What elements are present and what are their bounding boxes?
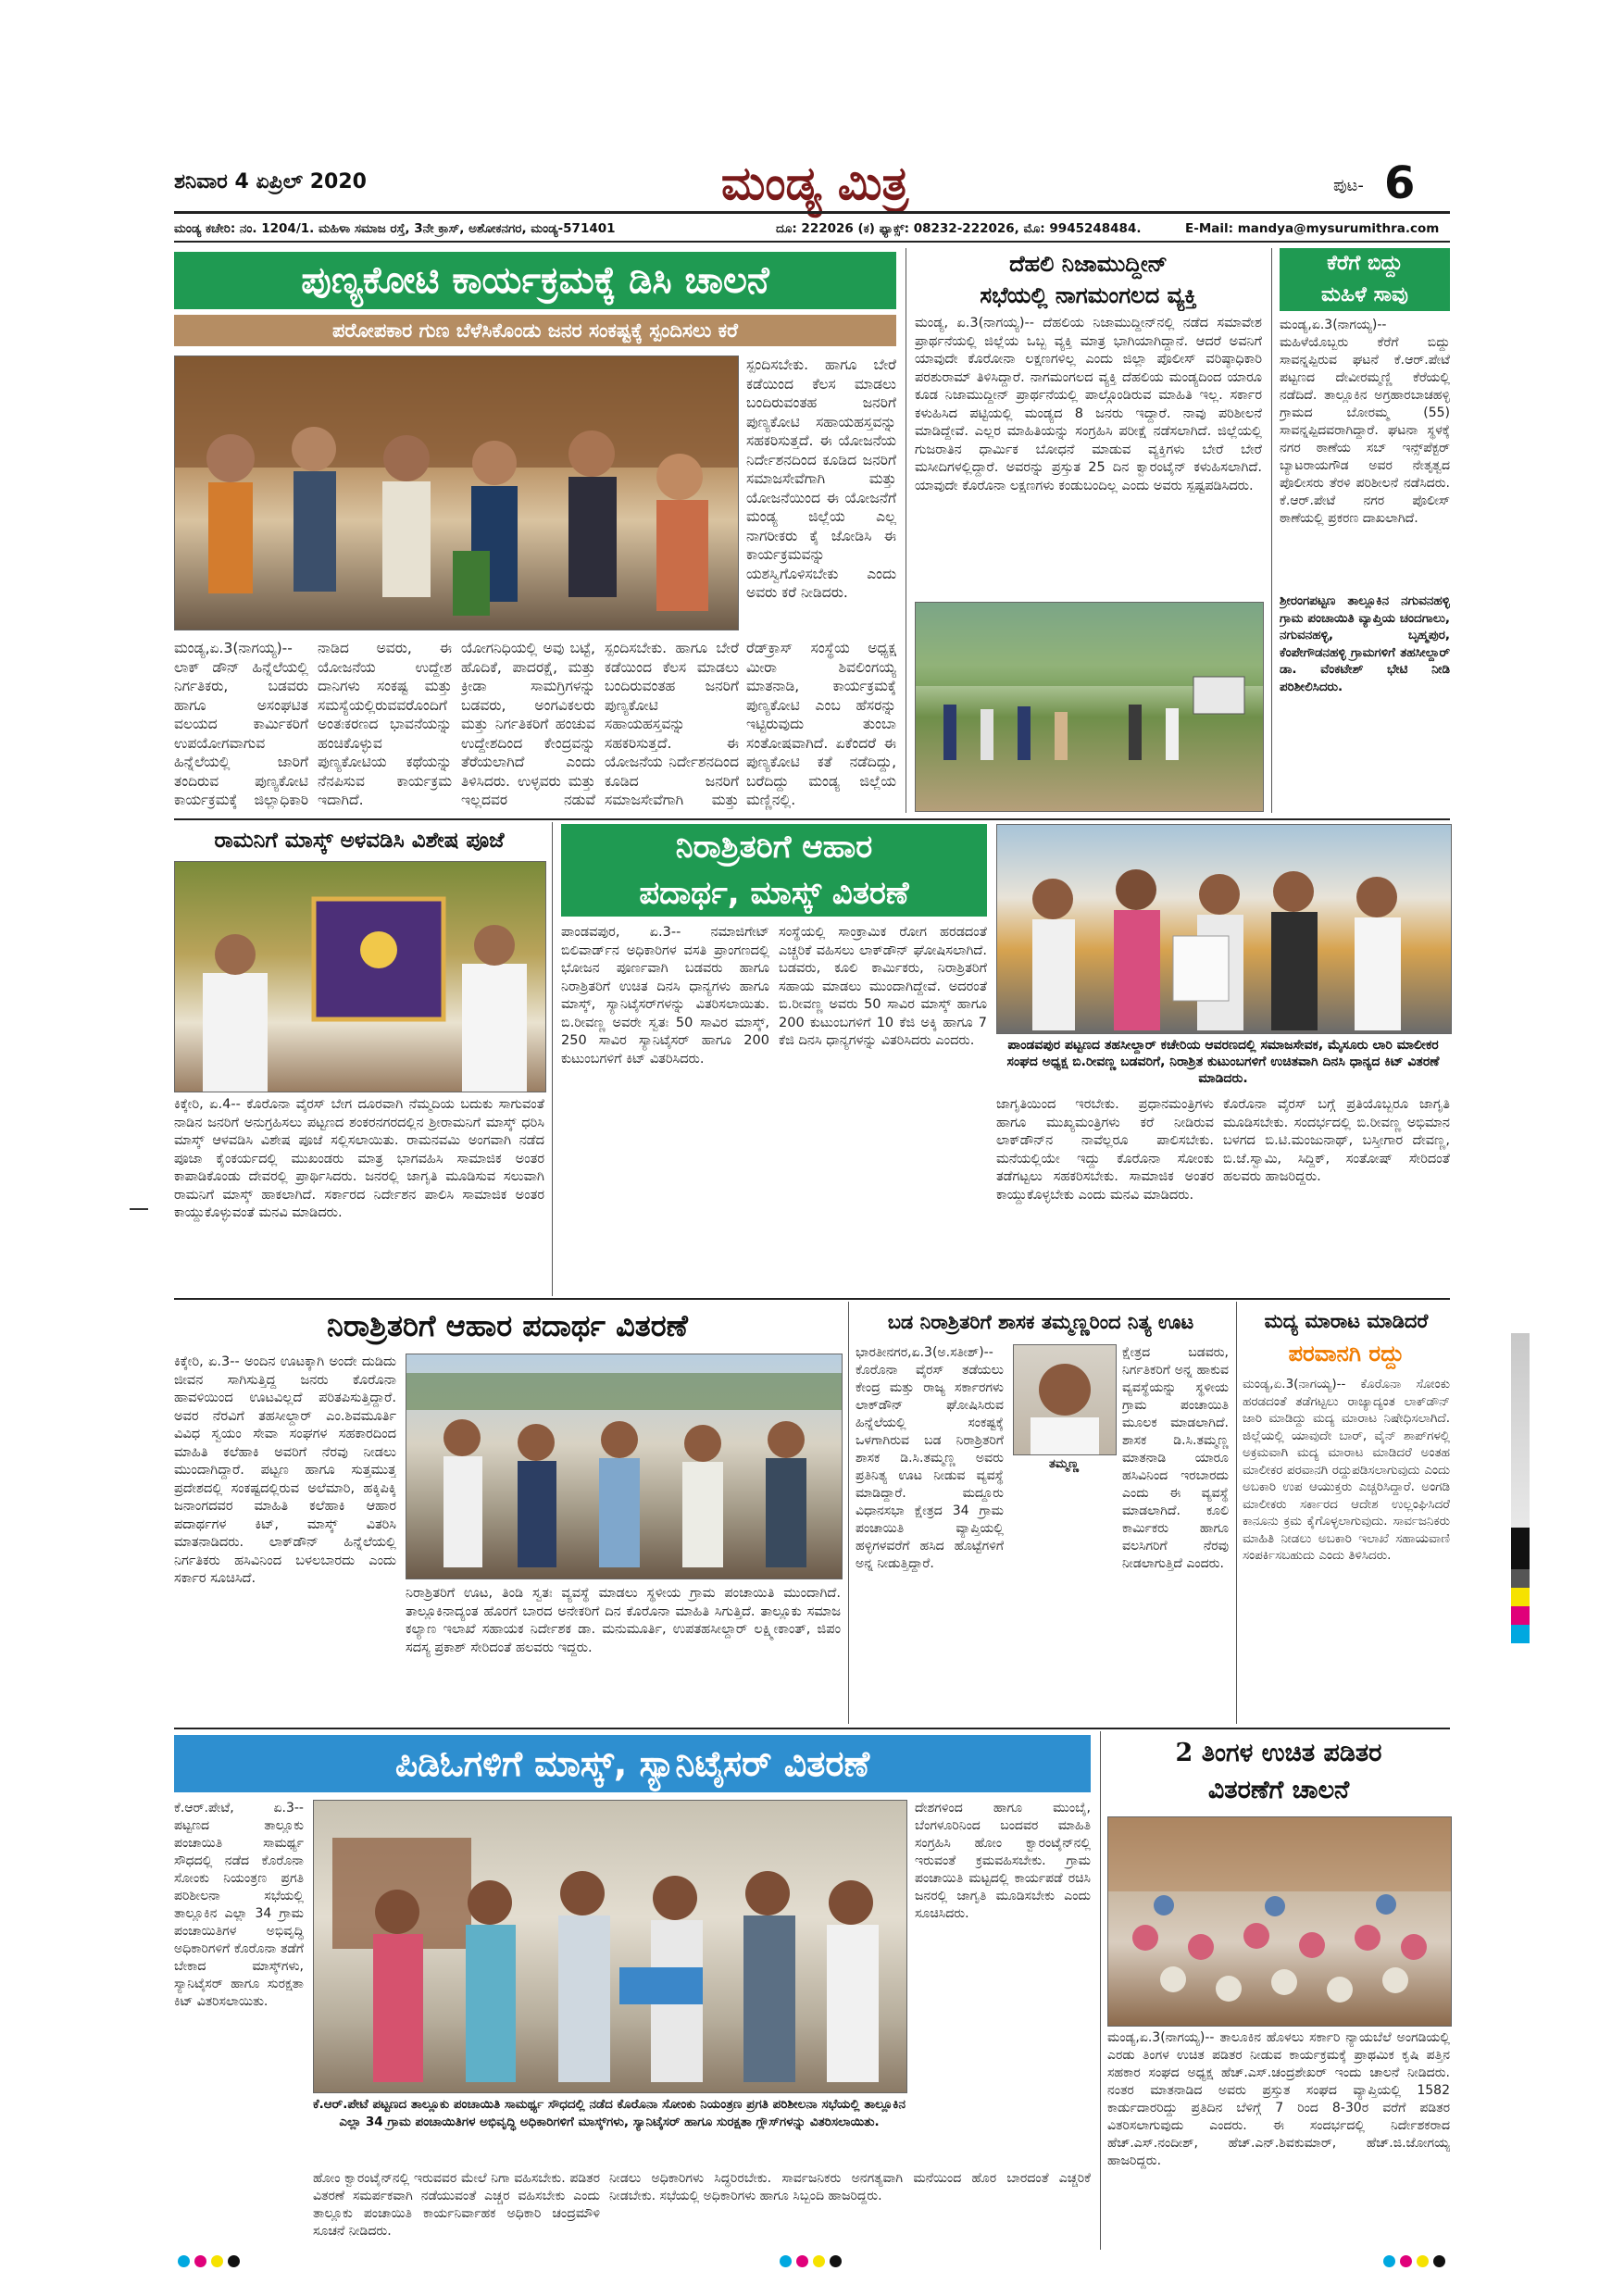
story4-body: ಕಿಕ್ಕೇರಿ, ಏ.4-- ಕೊರೊನಾ ವೈರಸ್ ಬೇಗ ದೂರವಾಗಿ ನೆಮ್ಮದಿಯ ಬದುಕು ಸಾಗುವಂತೆ ನಾಡಿನ ಜನರಿಗೆ ಅನುಗ್ರಹಿಸಲು ಪಟ್ಟಣದ ಶಂಕರನಗರದಲ್ಲಿನ ಶ್ರೀರಾಮನಿಗೆ ಮಾಸ್ಕ್ ಧರಿಸಿ ಮಾಸ್ಕ್ ಆಳವಡಿಸಿ ವಿಶೇಷ ಪೂಜೆ ಸಲ್ಲಿಸಲಾಯಿತು. ರಾಮನವಮಿ ಅಂಗವಾಗಿ ನಡೆದ ಪೂಜಾ ಕೈಂಕರ್ಯದಲ್ಲಿ ಮುಖಂಡರು ಮಾತ್ರ ಭಾಗವಹಿಸಿ ಸಾಮಾಜಿಕ ಅಂತರ ಕಾಪಾಡಿಕೊಂಡು ದೇವರಲ್ಲಿ ಪ್ರಾರ್ಥಿಸಿದರು. ಜನರಲ್ಲಿ ಜಾಗೃತಿ ಮೂಡಿಸುವ ಸಲುವಾಗಿ ರಾಮನಿಗೆ ಮಾಸ್ಕ್ ಹಾಕಲಾಗಿದೆ. ಸರ್ಕಾರದ ನಿರ್ದೇಶನ ಪಾಲಿಸಿ ಸಾಮಾಜಿಕ ಅಂತರ ಕಾಯ್ದುಕೊಳ್ಳುವಂತೆ ಮನವಿ ಮಾಡಿದರು. [174, 1097, 544, 1220]
story9-caption: ಕೆ.ಆರ್.ಪೇಟೆ ಪಟ್ಟಣದ ತಾಲ್ಲೂಕು ಪಂಚಾಯಿತಿ ಸಾಮರ್ಥ್ಯ ಸೌಧದಲ್ಲಿ ನಡೆದ ಕೊರೊನಾ ಸೋಂಕು ನಿಯಂತ್ರಣ ಪ್ರಗತಿ ಪರಿಶೀಲನಾ ಸಭೆಯಲ್ಲಿ ತಾಲ್ಲೂಕಿನ ಎಲ್ಲಾ 34 ಗ್ರಾಮ ಪಂಚಾಯಿತಿಗಳ ಅಭಿವೃದ್ಧಿ ಅಧಿಕಾರಿಗಳಿಗೆ ಮಾಸ್ಕ್‌ಗಳು, ಸ್ಯಾನಿಟೈಸರ್ ಹಾಗೂ ಸುರಕ್ಷತಾ ಗ್ಲೌಸ್‌ಗಳನ್ನು ವಿತರಿಸಲಾಯಿತು. [313, 2097, 906, 2129]
registration-dot-black-mid [830, 2255, 842, 2267]
story4-headline: ರಾಮನಿಗೆ ಮಾಸ್ಕ್ ಅಳವಡಿಸಿ ವಿಶೇಷ ಪೂಜೆ [214, 829, 505, 853]
story3-headline-line2: ಮಹಿಳೆ ಸಾವು [1280, 280, 1450, 311]
margin-tick [130, 1208, 148, 1210]
divider-story5 [552, 822, 553, 1296]
story5-col-b: ಸಂಸ್ಥೆಯಲ್ಲಿ ಸಾಂಕ್ರಾಮಿಕ ರೋಗ ಹರಡದಂತೆ ಎಚ್ಚರಿಕೆ ವಹಿಸಲು ಲಾಕ್‌ಡೌನ್ ಘೋಷಿಸಲಾಗಿದೆ. ಬಡವರು, ಕೂಲಿ ಕಾರ್ಮಿಕರು, ನಿರಾಶ್ರಿತರಿಗೆ ಸಹಾಯ ಮಾಡಲು ಮುಂದಾಗಿದ್ದೇವೆ. ಅದರಂತೆ ಬಿ.ರೀವಣ್ಣ ಅವರು 50 ಸಾವಿರ ಮಾಸ್ಕ್ ಹಾಗೂ 200 ಕುಟುಂಬಗಳಿಗೆ 10 ಕೆಜಿ ಅಕ್ಕಿ ಹಾಗೂ 7 ಕೆಜಿ ದಿನಸಿ ಧಾನ್ಯಗಳನ್ನು ವಿತರಿಸಿದರು ಎಂದರು. [779, 925, 987, 1048]
story3-body: ಮಂಡ್ಯ,ಏ.3(ನಾಗಯ್ಯ)-- ಮಹಿಳೆಯೊಬ್ಬರು ಕೆರೆಗೆ ಬಿದ್ದು ಸಾವನ್ನಪ್ಪಿರುವ ಘಟನೆ ಕೆ.ಆರ್.ಪೇಟೆ ಪಟ್ಟಣದ ದೇವೀರಮ್ಮಣ್ಣಿ ಕೆರೆಯಲ್ಲಿ ನಡೆದಿದೆ. ತಾಲ್ಲೂಕಿನ ಅಗ್ರಹಾರಬಾಚಹಳ್ಳಿ ಗ್ರಾಮದ ಬೋರಮ್ಮ (55) ಸಾವನ್ನಪ್ಪಿದವರಾಗಿದ್ದಾರೆ. ಘಟನಾ ಸ್ಥಳಕ್ಕೆ ನಗರ ಠಾಣೆಯ ಸಬ್ ಇನ್ಸ್‌ಪೆಕ್ಟರ್ ಬ್ಯಾಟರಾಯಗೌಡ ಅವರ ನೇತೃತ್ವದ ಪೊಲೀಸರು ತೆರಳಿ ಪರಿಶೀಲನೆ ನಡೆಸಿದರು. ಕೆ.ಆರ್.ಪೇಟೆ ನಗರ ಪೊಲೀಸ್ ಠಾಣೆಯಲ್ಲಿ ಪ್ರಕರಣ ದಾಖಲಾಗಿದೆ. [1280, 318, 1450, 526]
story10-photo [1107, 1816, 1452, 2027]
row-divider-3 [174, 1728, 1450, 1729]
registration-strip-yellow [1511, 1588, 1530, 1606]
story6-body: ಕಿಕ್ಕೇರಿ, ಏ.3-- ಅಂದಿನ ಊಟಕ್ಕಾಗಿ ಅಂದೇ ದುಡಿದು ಜೀವನ ಸಾಗಿಸುತ್ತಿದ್ದ ಜನರು ಕೊರೊನಾ ಹಾವಳಿಯಿಂದ ಊಟವಿಲ್ಲದೆ ಪರಿತಪಿಸುತ್ತಿದ್ದಾರೆ. ಅವರ ನೆರವಿಗೆ ತಹಸೀಲ್ದಾರ್ ಎಂ.ಶಿವಮೂರ್ತಿ ವಿವಿಧ ಸ್ವಯಂ ಸೇವಾ ಸಂಘಗಳ ಸಹಕಾರದಿಂದ ಮಾಹಿತಿ ಕಲೆಹಾಕಿ ಅವರಿಗೆ ನೆರವು ನೀಡಲು ಮುಂದಾಗಿದ್ದಾರೆ. ಪಟ್ಟಣ ಹಾಗೂ ಸುತ್ತಮುತ್ತ ಪ್ರದೇಶದಲ್ಲಿ ಸಂಕಷ್ಟದಲ್ಲಿರುವ ಅಲೆಮಾರಿ, ಹಕ್ಕಿಪಿಕ್ಕಿ ಜನಾಂಗದವರ ಮಾಹಿತಿ ಕಲೆಹಾಕಿ ಆಹಾರ ಪದಾರ್ಥಗಳ ಕಿಟ್, ಮಾಸ್ಕ್ ವಿತರಿಸಿ ಮಾತನಾಡಿದರು. ಲಾಕ್‌ಡೌನ್ ಹಿನ್ನೆಲೆಯಲ್ಲಿ ನಿರ್ಗತಿಕರು ಹಸಿವಿನಿಂದ ಬಳಲಬಾರದು ಎಂದು ಸರ್ಕಾರ ಸೂಚಿಸಿದೆ. [174, 1354, 396, 1586]
story9-photo [313, 1800, 907, 2093]
story6-photo [406, 1354, 843, 1579]
story8-headline-line1: ಮದ್ಯ ಮಾರಾಟ ಮಾಡಿದರೆ [1264, 1310, 1429, 1332]
story9-headline: ಪಿಡಿಓಗಳಿಗೆ ಮಾಸ್ಕ್, ಸ್ಯಾನಿಟೈಸರ್ ವಿತರಣೆ [174, 1735, 1091, 1792]
divider-story7 [848, 1302, 849, 1724]
story10-photo-art [1108, 1817, 1451, 2026]
registration-dot-magenta-left [194, 2255, 206, 2267]
registration-dot-black-right [1433, 2255, 1445, 2267]
story5-headline-line2: ಪದಾರ್ಥ, ಮಾಸ್ಕ್ ವಿತರಣೆ [561, 870, 987, 917]
registration-strip-gray [1511, 1333, 1530, 1528]
story7-headline: ಬಡ ನಿರಾಶ್ರಿತರಿಗೆ ಶಾಸಕ ತಮ್ಮಣ್ಣರಿಂದ ನಿತ್ಯ ಊಟ [887, 1311, 1194, 1333]
story7-col-a: ಭಾರತೀನಗರ,ಏ.3(ಅ.ಸತೀಶ್)-- ಕೊರೊನಾ ವೈರಸ್ ತಡೆಯಲು ಕೇಂದ್ರ ಮತ್ತು ರಾಜ್ಯ ಸರ್ಕಾರಗಳು ಲಾಕ್‌ಡೌನ್ ಘೋಷಿಸಿರುವ ಹಿನ್ನೆಲೆಯಲ್ಲಿ ಸಂಕಷ್ಟಕ್ಕೆ ಒಳಗಾಗಿರುವ ಬಡ ನಿರಾಶ್ರಿತರಿಗೆ ಶಾಸಕ ಡಿ.ಸಿ.ತಮ್ಮಣ್ಣ ಅವರು ಪ್ರತಿನಿತ್ಯ ಊಟ ನೀಡುವ ವ್ಯವಸ್ಥೆ ಮಾಡಿದ್ದಾರೆ. ಮದ್ದೂರು ವಿಧಾನಸಭಾ ಕ್ಷೇತ್ರದ 34 ಗ್ರಾಮ ಪಂಚಾಯಿತಿ ವ್ಯಾಪ್ತಿಯಲ್ಲಿ ಹಳ್ಳಿಗಳವರೆಗೆ ಹಸಿದ ಹೊಟ್ಟೆಗಳಿಗೆ ಅನ್ನ ನೀಡುತ್ತಿದ್ದಾರೆ. [856, 1345, 1004, 1571]
story1-col-c: ಮಂಡ್ಯ,ಏ.3(ನಾಗಯ್ಯ)--ಲಾಕ್ ಡೌನ್ ಹಿನ್ನೆಲೆಯಲ್ಲಿ ನಿರ್ಗತಿಕರು, ಬಡವರು ಹಾಗೂ ಅಸಂಘಟಿತ ವಲಯದ ಕಾರ್ಮಿಕರಿಗೆ ಉಪಯೋಗವಾಗುವ ಹಿನ್ನೆಲೆಯಲ್ಲಿ ಜಾರಿಗೆ ತಂದಿರುವ ಪುಣ್ಯಕೋಟಿ ಕಾರ್ಯಕ್ರಮಕ್ಕೆ ಜಿಲ್ಲಾಧಿಕಾರಿ [174, 640, 308, 808]
row-divider-2 [174, 1298, 1450, 1300]
story2-photo-art [916, 603, 1263, 811]
story6-photo-art [406, 1354, 842, 1578]
story10-headline-line1: 2 ತಿಂಗಳ ಉಚಿತ ಪಡಿತರ [1175, 1739, 1382, 1767]
story5-photo [996, 824, 1452, 1034]
story2-body: ಮಂಡ್ಯ, ಏ.3(ನಾಗಯ್ಯ)-- ದೆಹಲಿಯ ನಿಜಾಮುದ್ದೀನ್‌ನಲ್ಲಿ ನಡೆದ ಸಮಾವೇಶ ಪ್ರಾರ್ಥನೆಯಲ್ಲಿ ಜಿಲ್ಲೆಯ ಒಬ್ಬ ವ್ಯಕ್ತಿ ಮಾತ್ರ ಭಾಗಿಯಾಗಿದ್ದಾನೆ. ಆದರೆ ಅವನಿಗೆ ಯಾವುದೇ ಕೊರೋನಾ ಲಕ್ಷಣಗಳಿಲ್ಲ ಎಂದು ಜಿಲ್ಲಾ ಪೊಲೀಸ್ ವರಿಷ್ಠಾಧಿಕಾರಿ ಪರಶುರಾಮ್ ತಿಳಿಸಿದ್ದಾರೆ. ನಾಗಮಂಗಲದ ವ್ಯಕ್ತಿ ದೆಹಲಿಯ ಮಂಡ್ಯದಿಂದ ಯಾರೂ ಕೂಡ ನಿಜಾಮುದ್ದೀನ್ ಪ್ರಾರ್ಥನೆಯಲ್ಲಿ ಪಾಲ್ಗೊಂಡಿರುವ ಮಾಹಿತಿ ಇಲ್ಲ. ಸರ್ಕಾರ ಕಳುಹಿಸಿದ ಪಟ್ಟಿಯಲ್ಲಿ ಮಂಡ್ಯದ 8 ಜನರು ಇದ್ದಾರೆ. ನಾವು ಪರಿಶೀಲನೆ ಮಾಡಿದ್ದೇವೆ. ಎಲ್ಲರ ಮಾಹಿತಿಯನ್ನು ಸಂಗ್ರಹಿಸಿ ಪರೀಕ್ಷೆ ನಡೆಸಲಾಗಿದೆ. ಜಿಲ್ಲೆಯಲ್ಲಿ ಗುಜರಾತಿನ ಧಾರ್ಮಿಕ ಬೋಧನೆ ಮಾಡುವ ವ್ಯಕ್ತಿಗಳು ಬೇರೆ ಬೇರೆ ಮಸೀದಿಗಳಲ್ಲಿದ್ದಾರೆ. ಅವರನ್ನು ಪ್ರಸ್ತುತ 25 ದಿನ ಕ್ವಾರಂಟೈನ್ ಕಳುಹಿಸಲಾಗಿದೆ. ಯಾವುದೇ ಕೊರೊನಾ ಲಕ್ಷಣಗಳು ಕಂಡುಬಂದಿಲ್ಲ ಎಂದು ಅವರು ಸ್ಪಷ್ಟಪಡಿಸಿದರು. [915, 316, 1262, 493]
masthead-contact: ಮಂಡ್ಯ ಕಚೇರಿ: ನಂ. 1204/1. ಮಹಿಳಾ ಸಮಾಜ ರಸ್ತೆ, 3ನೇ ಕ್ರಾಸ್, ಅಶೋಕನಗರ, ಮಂಡ್ಯ-571401 [174, 221, 616, 236]
registration-dot-yellow-mid [813, 2255, 825, 2267]
story6-headline: ನಿರಾಶ್ರಿತರಿಗೆ ಆಹಾರ ಪದಾರ್ಥ ವಿತರಣೆ [327, 1308, 688, 1343]
story9-col-b: ದೇಶಗಳಿಂದ ಹಾಗೂ ಮುಂಬೈ, ಬೆಂಗಳೂರಿನಿಂದ ಬಂದವರ ಮಾಹಿತಿ ಸಂಗ್ರಹಿಸಿ ಹೋಂ ಕ್ವಾರಂಟೈನ್‌ನಲ್ಲಿ ಇರುವಂತೆ ಕ್ರಮವಹಿಸಬೇಕು. ಗ್ರಾಮ ಪಂಚಾಯಿತಿ ಮಟ್ಟದಲ್ಲಿ ಕಾರ್ಯಪಡೆ ರಚಿಸಿ ಜನರಲ್ಲಿ ಜಾಗೃತಿ ಮೂಡಿಸಬೇಕು ಎಂದು ಸೂಚಿಸಿದರು. [915, 1801, 1091, 1921]
masthead-rule-top [174, 211, 1450, 214]
story10-body: ಮಂಡ್ಯ,ಏ.3(ನಾಗಯ್ಯ)-- ತಾಲೂಕಿನ ಹೊಳಲು ಸರ್ಕಾರಿ ನ್ಯಾಯಬೆಲೆ ಅಂಗಡಿಯಲ್ಲಿ ಎರಡು ತಿಂಗಳ ಉಚಿತ ಪಡಿತರ ನೀಡುವ ಕಾರ್ಯಕ್ರಮಕ್ಕೆ ಪ್ರಾಥಮಿಕ ಕೃಷಿ ಪತ್ತಿನ ಸಹಕಾರ ಸಂಘದ ಅಧ್ಯಕ್ಷ ಹೆಚ್.ಎಸ್.ಚಂದ್ರಶೇಖರ್ ಇಂದು ಚಾಲನೆ ನೀಡಿದರು. ನಂತರ ಮಾತನಾಡಿದ ಅವರು ಪ್ರಸ್ತುತ ಸಂಘದ ವ್ಯಾಪ್ತಿಯಲ್ಲಿ 1582 ಕಾರ್ಡುದಾರರಿದ್ದು ಪ್ರತಿದಿನ ಬೆಳಿಗ್ಗೆ 7 ರಿಂದ 8-30ರ ವರೆಗೆ ಪಡಿತರ ವಿತರಿಸಲಾಗುವುದು ಎಂದರು. ಈ ಸಂದರ್ಭದಲ್ಲಿ ನಿರ್ದೇಶಕರಾದ ಹೆಚ್.ಎಸ್.ನಂದೀಶ್, ಹೆಚ್.ಎನ್.ಶಿವಕುಮಾರ್, ಹೆಚ್.ಜಿ.ಜೋಗಯ್ಯ ಹಾಜರಿದ್ದರು. [1107, 2030, 1450, 2168]
story3-headline-line1: ಕೆರೆಗೆ ಬಿದ್ದು [1280, 248, 1450, 280]
story9-col-a: ಕೆ.ಆರ್.ಪೇಟೆ, ಏ.3-- ಪಟ್ಟಣದ ತಾಲ್ಲೂಕು ಪಂಚಾಯಿತಿ ಸಾಮರ್ಥ್ಯ ಸೌಧದಲ್ಲಿ ನಡೆದ ಕೊರೊನಾ ಸೋಂಕು ನಿಯಂತ್ರಣ ಪ್ರಗತಿ ಪರಿಶೀಲನಾ ಸಭೆಯಲ್ಲಿ ತಾಲ್ಲೂಕಿನ ಎಲ್ಲಾ 34 ಗ್ರಾಮ ಪಂಚಾಯಿತಿಗಳ ಅಭಿವೃದ್ಧಿ ಅಧಿಕಾರಿಗಳಿಗೆ ಕೊರೊನಾ ತಡೆಗೆ ಬೇಕಾದ ಮಾಸ್ಕ್‌ಗಳು, ಸ್ಯಾನಿಟೈಸರ್ ಹಾಗೂ ಸುರಕ್ಷತಾ ಕಿಟ್ ವಿತರಿಸಲಾಯಿತು. [174, 1801, 304, 2009]
story7-col-b: ಕ್ಷೇತ್ರದ ಬಡವರು, ನಿರ್ಗತಿಕರಿಗೆ ಅನ್ನ ಹಾಕುವ ವ್ಯವಸ್ಥೆಯನ್ನು ಸ್ಥಳೀಯ ಗ್ರಾಮ ಪಂಚಾಯಿತಿ ಮೂಲಕ ಮಾಡಲಾಗಿದೆ. ಶಾಸಕ ಡಿ.ಸಿ.ತಮ್ಮಣ್ಣ ಮಾತನಾಡಿ ಯಾರೂ ಹಸಿವಿನಿಂದ ಇರಬಾರದು ಎಂದು ಈ ವ್ಯವಸ್ಥೆ ಮಾಡಲಾಗಿದೆ. ಕೂಲಿ ಕಾರ್ಮಿಕರು ಹಾಗೂ ವಲಸಿಗರಿಗೆ ನೆರವು ನೀಡಲಾಗುತ್ತಿದೆ ಎಂದರು. [1122, 1345, 1229, 1571]
story2-headline-line2: ಸಭೆಯಲ್ಲಿ ನಾಗಮಂಗಲದ ವ್ಯಕ್ತಿ [980, 282, 1197, 308]
masthead-title: ಮಂಡ್ಯ ಮಿತ್ರ [720, 156, 909, 210]
story9-col-d: ನೀಡಲು ಅಧಿಕಾರಿಗಳು ಸಿದ್ಧರಿರಬೇಕು. ಸಾರ್ವಜನಿಕರು ಅನಗತ್ಯವಾಗಿ ಮನೆಯಿಂದ ಹೊರ ಬಾರದಂತೆ ಎಚ್ಚರಿಕೆ ನೀಡಬೇಕು. ಸಭೆಯಲ್ಲಿ ಅಧಿಕಾರಿಗಳು ಹಾಗೂ ಸಿಬ್ಬಂದಿ ಹಾಜರಿದ್ದರು. [609, 2171, 1091, 2203]
story1-photo-art [175, 356, 738, 630]
registration-strip-cyan [1511, 1625, 1530, 1643]
story10-headline-line2: ವಿತರಣೆಗೆ ಚಾಲನೆ [1207, 1776, 1350, 1804]
masthead-rule-bottom [174, 241, 1450, 243]
registration-dot-yellow-left [211, 2255, 223, 2267]
story5-photo-art [997, 825, 1451, 1033]
story1-photo [174, 356, 739, 630]
registration-dot-black-left [228, 2255, 240, 2267]
story1-col-b: ರೆಡ್‌ಕ್ರಾಸ್ ಸಂಸ್ಥೆಯ ಅಧ್ಯಕ್ಷ ಮೀರಾ ಶಿವಲಿಂಗಯ್ಯ ಮಾತನಾಡಿ, ಕಾರ್ಯಕ್ರಮಕ್ಕೆ ಪುಣ್ಯಕೋಟಿ ಎಂಬ ಹೆಸರನ್ನು ಇಟ್ಟಿರುವುದು ತುಂಬಾ ಸಂತೋಷವಾಗಿದೆ. ಏಕೆಂದರೆ ಈ ಪುಣ್ಯಕೋಟಿ ಕತೆ ನಡೆದಿದ್ದು, ಬರೆದಿದ್ದು ಮಂಡ್ಯ ಜಿಲ್ಲೆಯ ಮಣ್ಣಿನಲ್ಲಿ. [746, 640, 896, 808]
registration-dot-magenta-right [1400, 2255, 1412, 2267]
divider-story10 [1100, 1731, 1101, 2250]
page-number: 6 [1384, 157, 1416, 209]
divider-story3 [1271, 248, 1272, 813]
registration-dot-magenta-mid [796, 2255, 808, 2267]
story1-headline: ಪುಣ್ಯಕೋಟಿ ಕಾರ್ಯಕ್ರಮಕ್ಕೆ ಡಿಸಿ ಚಾಲನೆ [174, 252, 896, 309]
registration-dot-cyan-right [1383, 2255, 1395, 2267]
masthead-phone: ದೂ: 222026 (ಕ) ಫ್ಯಾಕ್ಸ್: 08232-222026, ಮೊ: 9945248484. [776, 221, 1142, 236]
story4-photo [174, 861, 546, 1092]
story8-body: ಮಂಡ್ಯ,ಏ.3(ನಾಗಯ್ಯ)-- ಕೊರೊನಾ ಸೋಂಕು ಹರಡದಂತೆ ತಡೆಗಟ್ಟಲು ರಾಜ್ಯಾದ್ಯಂತ ಲಾಕ್‌ಡೌನ್ ಜಾರಿ ಮಾಡಿದ್ದು ಮದ್ಯ ಮಾರಾಟ ನಿಷೇಧಿಸಲಾಗಿದೆ. ಜಿಲ್ಲೆಯಲ್ಲಿ ಯಾವುದೇ ಬಾರ್, ವೈನ್ ಶಾಪ್‌ಗಳಲ್ಲಿ ಅಕ್ರಮವಾಗಿ ಮದ್ಯ ಮಾರಾಟ ಮಾಡಿದರೆ ಅಂತಹ ಮಾಲೀಕರ ಪರವಾನಗಿ ರದ್ದುಪಡಿಸಲಾಗುವುದು ಎಂದು ಅಬಕಾರಿ ಉಪ ಆಯುಕ್ತರು ಎಚ್ಚರಿಸಿದ್ದಾರೆ. ಅಂಗಡಿ ಮಾಲೀಕರು ಸರ್ಕಾರದ ಆದೇಶ ಉಲ್ಲಂಘಿಸಿದರೆ ಕಾನೂನು ಕ್ರಮ ಕೈಗೊಳ್ಳಲಾಗುವುದು. ಸಾರ್ವಜನಿಕರು ಮಾಹಿತಿ ನೀಡಲು ಅಬಕಾರಿ ಇಲಾಖೆ ಸಹಾಯವಾಣಿ ಸಂಪರ್ಕಿಸಬಹುದು ಎಂದು ತಿಳಿಸಿದರು. [1243, 1377, 1450, 1563]
story2-headline-line1: ದೆಹಲಿ ನಿಜಾಮುದ್ದೀನ್ [1009, 251, 1168, 277]
story7-photo [1013, 1344, 1117, 1455]
masthead-email: E-Mail: mandya@mysurumithra.com [1185, 221, 1440, 236]
story9-col-c: ಹೋಂ ಕ್ವಾರಂಟೈನ್‌ನಲ್ಲಿ ಇರುವವರ ಮೇಲೆ ನಿಗಾ ವಹಿಸಬೇಕು. ಪಡಿತರ ವಿತರಣೆ ಸಮರ್ಪಕವಾಗಿ ನಡೆಯುವಂತೆ ಎಚ್ಚರ ವಹಿಸಬೇಕು ಎಂದು ತಾಲ್ಲೂಕು ಪಂಚಾಯಿತಿ ಕಾರ್ಯನಿರ್ವಾಹಕ ಅಧಿಕಾರಿ ಚಂದ್ರಮೌಳಿ ಸೂಚನೆ ನೀಡಿದರು. [313, 2171, 600, 2239]
story1-subhead: ಪರೋಪಕಾರ ಗುಣ ಬೆಳೆಸಿಕೊಂಡು ಜನರ ಸಂಕಷ್ಟಕ್ಕೆ ಸ್ಪಂದಿಸಲು ಕರೆ [174, 315, 896, 346]
registration-strip-black [1511, 1528, 1530, 1569]
story5-col-d: ಕೊರೊನಾ ವೈರಸ್ ಬಗ್ಗೆ ಪ್ರತಿಯೊಬ್ಬರೂ ಜಾಗೃತಿ ಮೂಡಿಸಬೇಕು. ಸಂದರ್ಭದಲ್ಲಿ ಬಿ.ರೀವಣ್ಣ ಅಭಿಮಾನ ಬಳಗದ ಬಿ.ಟಿ.ಮಂಜುನಾಥ್, ಬಸ್ತೀಗಾರ ದೇವಣ್ಣ, ಬಿ.ಜೆ.ಸ್ವಾಮಿ, ಸಿದ್ದಿಕ್, ಸಂತೋಷ್ ಸೇರಿದಂತೆ ಹಲವರು ಹಾಜರಿದ್ದರು. [1223, 1097, 1450, 1184]
page-label: ಪುಟ- [1333, 176, 1364, 195]
story5-col-a: ಪಾಂಡವಪುರ, ಏ.3-- ನಮಾಜಿಗೇಟ್ ಬಿಲಿವಾರ್ಡ್‌ನ ಅಧಿಕಾರಿಗಳ ವಸತಿ ಪ್ರಾಂಗಣದಲ್ಲಿ ಭೋಜನ ಪೂರ್ಣವಾಗಿ ಬಡವರು ಹಾಗೂ ನಿರಾಶ್ರಿತರಿಗೆ ಉಚಿತ ದಿನಸಿ ಧಾನ್ಯಗಳು ಹಾಗೂ ಮಾಸ್ಕ್, ಸ್ಯಾನಿಟೈಸರ್‌ಗಳನ್ನು ವಿತರಿಸಲಾಯಿತು. ಬಿ.ರೀವಣ್ಣ ಅವರೇ ಸ್ವತಃ 50 ಸಾವಿರ ಮಾಸ್ಕ್, 250 ಸಾವಿರ ಸ್ಯಾನಿಟೈಸರ್ ಹಾಗೂ 200 ಕುಟುಂಬಗಳಿಗೆ ಕಿಟ್ ವಿತರಿಸಿದರು. [561, 925, 769, 1067]
story3-caption: ಶ್ರೀರಂಗಪಟ್ಟಣ ತಾಲ್ಲೂಕಿನ ನಗುವನಹಳ್ಳಿ ಗ್ರಾಮ ಪಂಚಾಯಿತಿ ವ್ಯಾಪ್ತಿಯ ಚಂದಗಾಲು, ನಗುವನಹಳ್ಳಿ, ಬೃಹ್ಮಪುರ, ಕೆಂಪೇಗೌಡನಹಳ್ಳಿ ಗ್ರಾಮಗಳಿಗೆ ತಹಸೀಲ್ದಾರ್ ಡಾ. ವೆಂಕಟೇಶ್ ಭೇಟಿ ನೀಡಿ ಪರಿಶೀಲಿಸಿದರು. [1280, 593, 1450, 694]
registration-dot-cyan-mid [780, 2255, 792, 2267]
story5-caption: ಪಾಂಡವಪುರ ಪಟ್ಟಣದ ತಹಸೀಲ್ದಾರ್ ಕಚೇರಿಯ ಆವರಣದಲ್ಲಿ ಸಮಾಜಸೇವಕ, ಮೈಸೂರು ಲಾರಿ ಮಾಲೀಕರ ಸಂಘದ ಅಧ್ಯಕ್ಷ ಬಿ.ರೀವಣ್ಣ ಬಡವರಿಗೆ, ನಿರಾಶ್ರಿತ ಕುಟುಂಬಗಳಿಗೆ ಉಚಿತವಾಗಿ ದಿನಸಿ ಧಾನ್ಯದ ಕಿಟ್ ವಿತರಣೆ ಮಾಡಿದರು. [1006, 1038, 1440, 1086]
story1-col-a: ಸ್ಪಂದಿಸಬೇಕು. ಹಾಗೂ ಬೇರೆ ಕಡೆಯಿಂದ ಕೆಲಸ ಮಾಡಲು ಬಂದಿರುವಂತಹ ಜನರಿಗೆ ಪುಣ್ಯಕೋಟಿ ಸಹಾಯಹಸ್ತವನ್ನು ಸಹಕರಿಸುತ್ತದೆ. ಈ ಯೋಜನೆಯ ನಿರ್ದೇಶನದಿಂದ ಕೂಡಿದ ಜನರಿಗೆ ಸಮಾಜಸೇವೆಗಾಗಿ ಮತ್ತು ಯೋಜನೆಯಿಂದ ಈ ಯೋಜನೆಗೆ ಮಂಡ್ಯ ಜಿಲ್ಲೆಯ ಎಲ್ಲ ನಾಗರೀಕರು ಕೈ ಜೋಡಿಸಿ ಈ ಕಾರ್ಯಕ್ರಮವನ್ನು ಯಶಸ್ವಿಗೊಳಿಸಬೇಕು ಎಂದು ಅವರು ಕರೆ ನೀಡಿದರು. [746, 356, 896, 601]
registration-strip-magenta [1511, 1606, 1530, 1625]
story7-photo-label: ತಮ್ಮಣ್ಣ [1048, 1457, 1080, 1471]
registration-dot-cyan-left [178, 2255, 190, 2267]
story1-col-e: ಯೋಗನಿಧಿಯಲ್ಲಿ ಅವು ಬಟ್ಟೆ, ಹೊದಿಕೆ, ಪಾದರಕ್ಷೆ, ಮತ್ತು ಕ್ರೀಡಾ ಸಾಮಗ್ರಿಗಳನ್ನು ಬಡವರು, ಅಂಗವಿಕಲರು ಮತ್ತು ನಿರ್ಗತಿಕರಿಗೆ ಹಂಚುವ ಉದ್ದೇಶದಿಂದ ಕೇಂದ್ರವನ್ನು ತೆರೆಯಲಾಗಿದೆ ಎಂದು ತಿಳಿಸಿದರು. ಉಳ್ಳವರು ಮತ್ತು ಇಲ್ಲದವರ ನಡುವೆ [461, 640, 595, 808]
story1-col-d: ನಾಡಿದ ಅವರು, ಈ ಯೋಜನೆಯ ಉದ್ದೇಶ ದಾನಿಗಳು ಸಂಕಷ್ಟ ಮತ್ತು ಸಮಸ್ಯೆಯಲ್ಲಿರುವವರೊಂದಿಗೆ ಅಂತಃಕರಣದ ಭಾವನೆಯನ್ನು ಹಂಚಿಕೊಳ್ಳುವ ಪುಣ್ಯಕೋಟಿಯ ಕಥೆಯನ್ನು ನೆನಪಿಸುವ ಕಾರ್ಯಕ್ರಮ ಇದಾಗಿದೆ. [318, 640, 452, 808]
story6-col-b: ನಿರಾಶ್ರಿತರಿಗೆ ಊಟ, ತಿಂಡಿ ಸ್ವತಃ ವ್ಯವಸ್ಥೆ ಮಾಡಲು ಸ್ಥಳೀಯ ಗ್ರಾಮ ಪಂಚಾಯಿತಿ ಮುಂದಾಗಿದೆ. ತಾಲ್ಲೂಕಿನಾದ್ಯಂತ ಹೊರಗೆ ಬಾರದ ಅನೇಕರಿಗೆ ದಿನ ಕೊರೊನಾ ಮಾಹಿತಿ ಸಿಗುತ್ತಿದೆ. ತಾಲ್ಲೂಕು ಸಮಾಜ ಕಲ್ಯಾಣ ಇಲಾಖೆ ಸಹಾಯಕ ನಿರ್ದೇಶಕ ಡಾ. ಮನುಮೂರ್ತಿ, ಉಪತಹಸೀಲ್ದಾರ್ ಲಕ್ಷ್ಮೀಕಾಂತ್, ಜಿಪಂ ಸದಸ್ಯ ಪ್ರಕಾಶ್ ಸೇರಿದಂತೆ ಹಲವರು ಇದ್ದರು. [406, 1586, 841, 1655]
registration-dot-yellow-right [1417, 2255, 1429, 2267]
row-divider-1 [174, 818, 1450, 820]
registration-strip-black-2 [1511, 1569, 1530, 1588]
divider-story8 [1236, 1302, 1237, 1724]
story8-headline-line2: ಪರವಾನಗಿ ರದ್ದು [1288, 1341, 1405, 1366]
story9-photo-art [314, 1801, 906, 2092]
story2-photo [915, 602, 1264, 812]
masthead-date: ಶನಿವಾರ 4 ಏಪ್ರಿಲ್ 2020 [174, 170, 367, 193]
story5-headline-line1: ನಿರಾಶ್ರಿತರಿಗೆ ಆಹಾರ [561, 824, 987, 870]
story7-photo-art [1014, 1345, 1116, 1454]
story5-col-c: ಜಾಗೃತಿಯಿಂದ ಇರಬೇಕು. ಪ್ರಧಾನಮಂತ್ರಿಗಳು ಹಾಗೂ ಮುಖ್ಯಮಂತ್ರಿಗಳು ಕರೆ ನೀಡಿರುವ ಲಾಕ್‌ಡೌನ್‌ನ ನಾವೆಲ್ಲರೂ ಪಾಲಿಸಬೇಕು. ಮನೆಯಲ್ಲಿಯೇ ಇದ್ದು ಕೊರೊನಾ ಸೋಂಕು ತಡೆಗಟ್ಟಲು ಸಹಕರಿಸಬೇಕು. ಸಾಮಾಜಿಕ ಅಂತರ ಕಾಯ್ದುಕೊಳ್ಳಬೇಕು ಎಂದು ಮನವಿ ಮಾಡಿದರು. [996, 1097, 1214, 1203]
story1-col-b-cont: ಸ್ಪಂದಿಸಬೇಕು. ಹಾಗೂ ಬೇರೆ ಕಡೆಯಿಂದ ಕೆಲಸ ಮಾಡಲು ಬಂದಿರುವಂತಹ ಜನರಿಗೆ ಪುಣ್ಯಕೋಟಿ ಸಹಾಯಹಸ್ತವನ್ನು ಸಹಕರಿಸುತ್ತದೆ. ಈ ಯೋಜನೆಯ ನಿರ್ದೇಶನದಿಂದ ಕೂಡಿದ ಜನರಿಗೆ ಸಮಾಜಸೇವೆಗಾಗಿ ಮತ್ತು [605, 640, 739, 808]
story4-photo-art [175, 862, 545, 1092]
